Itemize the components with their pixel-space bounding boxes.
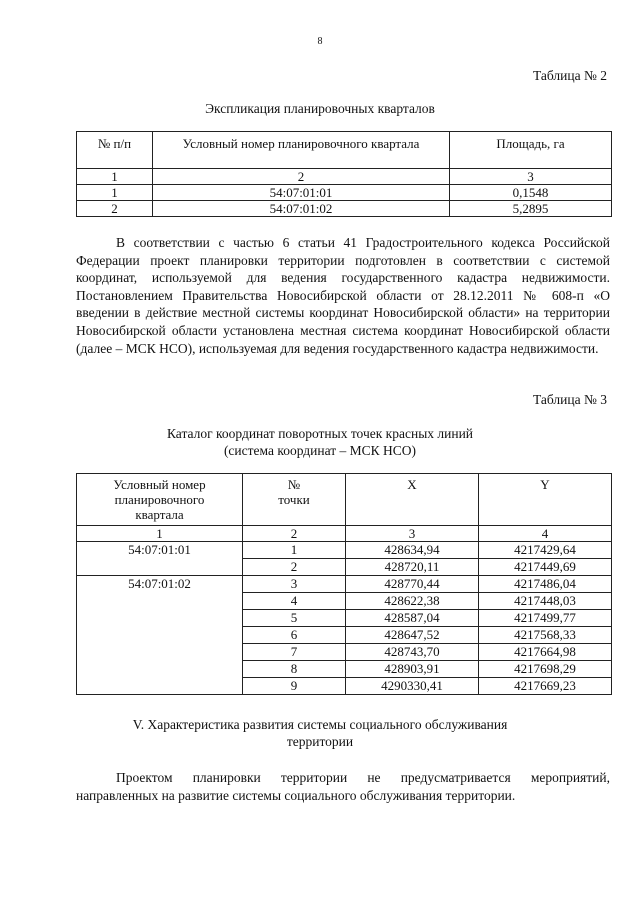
table2-cell: 1: [77, 185, 153, 201]
table2-colnum: 3: [450, 169, 612, 185]
table3-x: 428743,70: [346, 644, 479, 661]
paragraph-coordinate-system: [76, 234, 610, 357]
table3-colnum: 1: [77, 526, 243, 542]
table3-point: 1: [243, 542, 346, 559]
table3-label: Таблица № 3: [533, 392, 607, 407]
table3-header-quarter: Условный номер планировочного квартала: [77, 474, 243, 526]
table3-x: 4290330,41: [346, 678, 479, 695]
table2-cell: 54:07:01:02: [153, 201, 450, 217]
table3-x: 428587,04: [346, 610, 479, 627]
table3-y: 4217449,69: [479, 559, 612, 576]
paragraph-text: В соответствии с частью 6 статьи 41 Градостроительного кодекса Российской Федерации проект планировки территории подготовлен в соответствии с системой координат, используемой для ведения государственного кадастра недвижимости. Постановлением Правительства Новосибирской области от 28.12.2011 № 608-п «О введении в действие местной системы координат Новосибирской области» на территории Новосибирской области установлена местная система координат Новосибирской области (далее – МСК НСО), используемая для ведения государственного кадастра недвижимости.: [76, 235, 610, 356]
table3-point: 9: [243, 678, 346, 695]
table-row: [77, 576, 612, 593]
section-title-line2: территории: [286, 734, 354, 749]
table3-point: 5: [243, 610, 346, 627]
table3-x: 428634,94: [346, 542, 479, 559]
table2-header-num: № п/п: [77, 132, 153, 169]
paragraph-text: Проектом планировки территории не предусматривается мероприятий, направленных на развитие системы социального обслуживания территории.: [76, 770, 610, 803]
table3-y: 4217486,04: [479, 576, 612, 593]
table3-caption-line1: Каталог координат поворотных точек красных линий: [166, 426, 474, 441]
table3-x: 428903,91: [346, 661, 479, 678]
table3-y: 4217499,77: [479, 610, 612, 627]
table2-header-area: Площадь, га: [450, 132, 612, 169]
table2-cell: 54:07:01:01: [153, 185, 450, 201]
table3-x: 428720,11: [346, 559, 479, 576]
table3-point: 8: [243, 661, 346, 678]
page-number: 8: [317, 36, 323, 47]
table3-quarter: 54:07:01:01: [77, 542, 243, 576]
table-row: [77, 185, 612, 201]
table3-x: 428622,38: [346, 593, 479, 610]
table3: [76, 473, 612, 695]
table3-quarter: 54:07:01:02: [77, 576, 243, 695]
table3-y: 4217448,03: [479, 593, 612, 610]
table3-y: 4217698,29: [479, 661, 612, 678]
table3-point: 7: [243, 644, 346, 661]
table2-header-quarter: Условный номер планировочного квартала: [153, 132, 450, 169]
table3-colnum: 2: [243, 526, 346, 542]
table3-point: 6: [243, 627, 346, 644]
table3-y: 4217568,33: [479, 627, 612, 644]
table2-caption: Экспликация планировочных кварталов: [205, 101, 435, 116]
table3-x: 428647,52: [346, 627, 479, 644]
paragraph-social-services: [76, 769, 610, 804]
table2-cell: 2: [77, 201, 153, 217]
table3-point: 3: [243, 576, 346, 593]
table2-colnum: 2: [153, 169, 450, 185]
table3-y: 4217429,64: [479, 542, 612, 559]
table3-caption-line2: (система координат – МСК НСО): [223, 443, 417, 458]
table-row: [77, 542, 612, 559]
table3-point: 2: [243, 559, 346, 576]
table3-header-x: X: [346, 474, 479, 526]
table3-colnum: 4: [479, 526, 612, 542]
table3-header-y: Y: [479, 474, 612, 526]
table3-x: 428770,44: [346, 576, 479, 593]
table3-y: 4217664,98: [479, 644, 612, 661]
table2-cell: 5,2895: [450, 201, 612, 217]
table2-label: Таблица № 2: [533, 68, 607, 83]
table2-colnum: 1: [77, 169, 153, 185]
table2-cell: 0,1548: [450, 185, 612, 201]
section-title-line1: V. Характеристика развития системы социального обслуживания: [132, 717, 508, 732]
table3-colnum: 3: [346, 526, 479, 542]
table2: [76, 131, 612, 217]
table-row: [77, 201, 612, 217]
table3-header-point: № точки: [243, 474, 346, 526]
table3-point: 4: [243, 593, 346, 610]
table3-y: 4217669,23: [479, 678, 612, 695]
